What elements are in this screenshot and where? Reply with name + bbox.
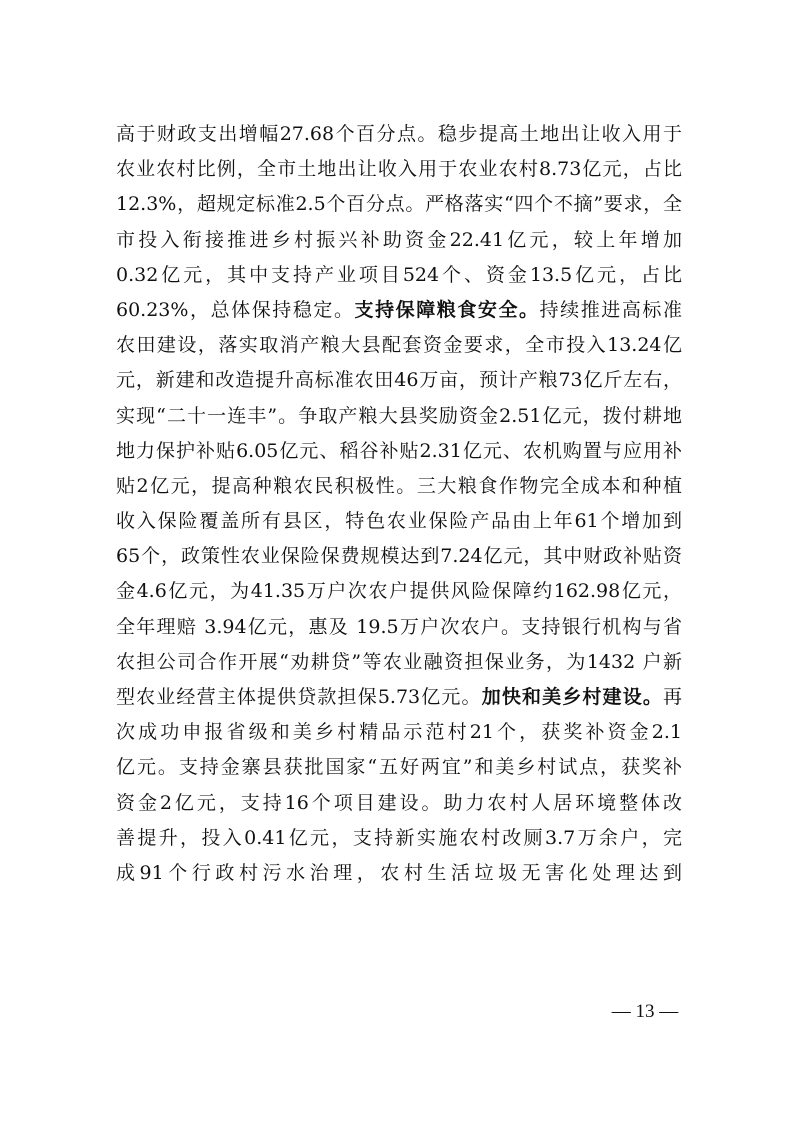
line-text: 农业农村比例，全市土地出让收入用于农业农村8.73亿元，占比 [116,158,682,181]
line-text: 农田建设，落实取消产粮大县配套资金要求，全市投入13.24亿 [116,334,682,357]
line-text: 市投入衔接推进乡村振兴补助资金22.41亿元，较上年增加 [116,228,682,251]
text-line [116,469,682,504]
line-text: 亿元。支持金寨县获批国家“五好两宜”和美乡村试点，获奖补 [116,756,682,779]
text-line [116,293,682,328]
line-text: 成91个行政村污水治理，农村生活垃圾无害化处理达到 [116,861,682,884]
line-text: 元，新建和改造提升高标准农田46万亩，预计产粮73亿斤左右， [116,369,682,392]
line-text: 收入保险覆盖所有县区，特色农业保险产品由上年61个增加到 [116,510,682,533]
line-text: 12.3%，超规定标准2.5个百分点。严格落实“四个不摘”要求，全 [116,193,682,216]
body-text [116,117,682,891]
line-text: 再 [662,686,682,708]
bold-heading-text: 支持保障粮食安全。 [354,298,540,321]
line-text: 持续推进高标准 [539,298,682,321]
text-line [116,504,682,539]
line-text: 地力保护补贴6.05亿元、稻谷补贴2.31亿元、农机购置与应用补 [116,439,682,462]
text-line [116,539,682,574]
text-line [116,786,682,821]
text-line [116,328,682,363]
line-text: 次成功申报省级和美乡村精品示范村21个，获奖补资金2.1 [116,721,682,744]
line-text: 65个，政策性农业保险保费规模达到7.24亿元，其中财政补贴资 [116,545,682,568]
text-line [116,715,682,750]
line-text: 善提升，投入0.41亿元，支持新实施农村改厕3.7万余户，完 [116,826,682,849]
text-line [116,645,682,680]
text-line [116,680,682,715]
line-text: 实现“二十一连丰”。争取产粮大县奖励资金2.51亿元，拨付耕地 [116,404,682,427]
line-text: 60.23%，总体保持稳定。 [116,298,355,321]
line-text: 型农业经营主体提供贷款担保5.73亿元。 [116,686,482,708]
text-line [116,434,682,469]
text-line [116,258,682,293]
line-text: 农担公司合作开展“劝耕贷”等农业融资担保业务，为1432 户新 [116,650,682,673]
page-number: — 13 — [611,1001,679,1022]
line-text: 全年理赔 3.94亿元，惠及 19.5万户次农户。支持银行机构与省 [116,615,682,638]
text-line [116,187,682,222]
line-text: 贴2亿元，提高种粮农民积极性。三大粮食作物完全成本和种植 [116,474,682,497]
line-text: 金4.6亿元，为41.35万户次农户提供风险保障约162.98亿元， [116,580,682,603]
text-line [116,363,682,398]
line-text: 高于财政支出增幅27.68个百分点。稳步提高土地出让收入用于 [116,123,682,145]
text-line [116,152,682,187]
text-line [116,821,682,856]
bold-heading-text: 加快和美乡村建设。 [481,686,663,708]
text-line [116,574,682,609]
text-line [116,856,682,891]
line-text: 资金2亿元，支持16个项目建设。助力农村人居环境整体改 [116,791,682,814]
line-text: 0.32亿元，其中支持产业项目524个、资金13.5亿元，占比 [116,263,682,286]
text-line [116,117,682,152]
text-line [116,610,682,645]
text-line [116,223,682,258]
text-line [116,750,682,785]
text-line [116,399,682,434]
